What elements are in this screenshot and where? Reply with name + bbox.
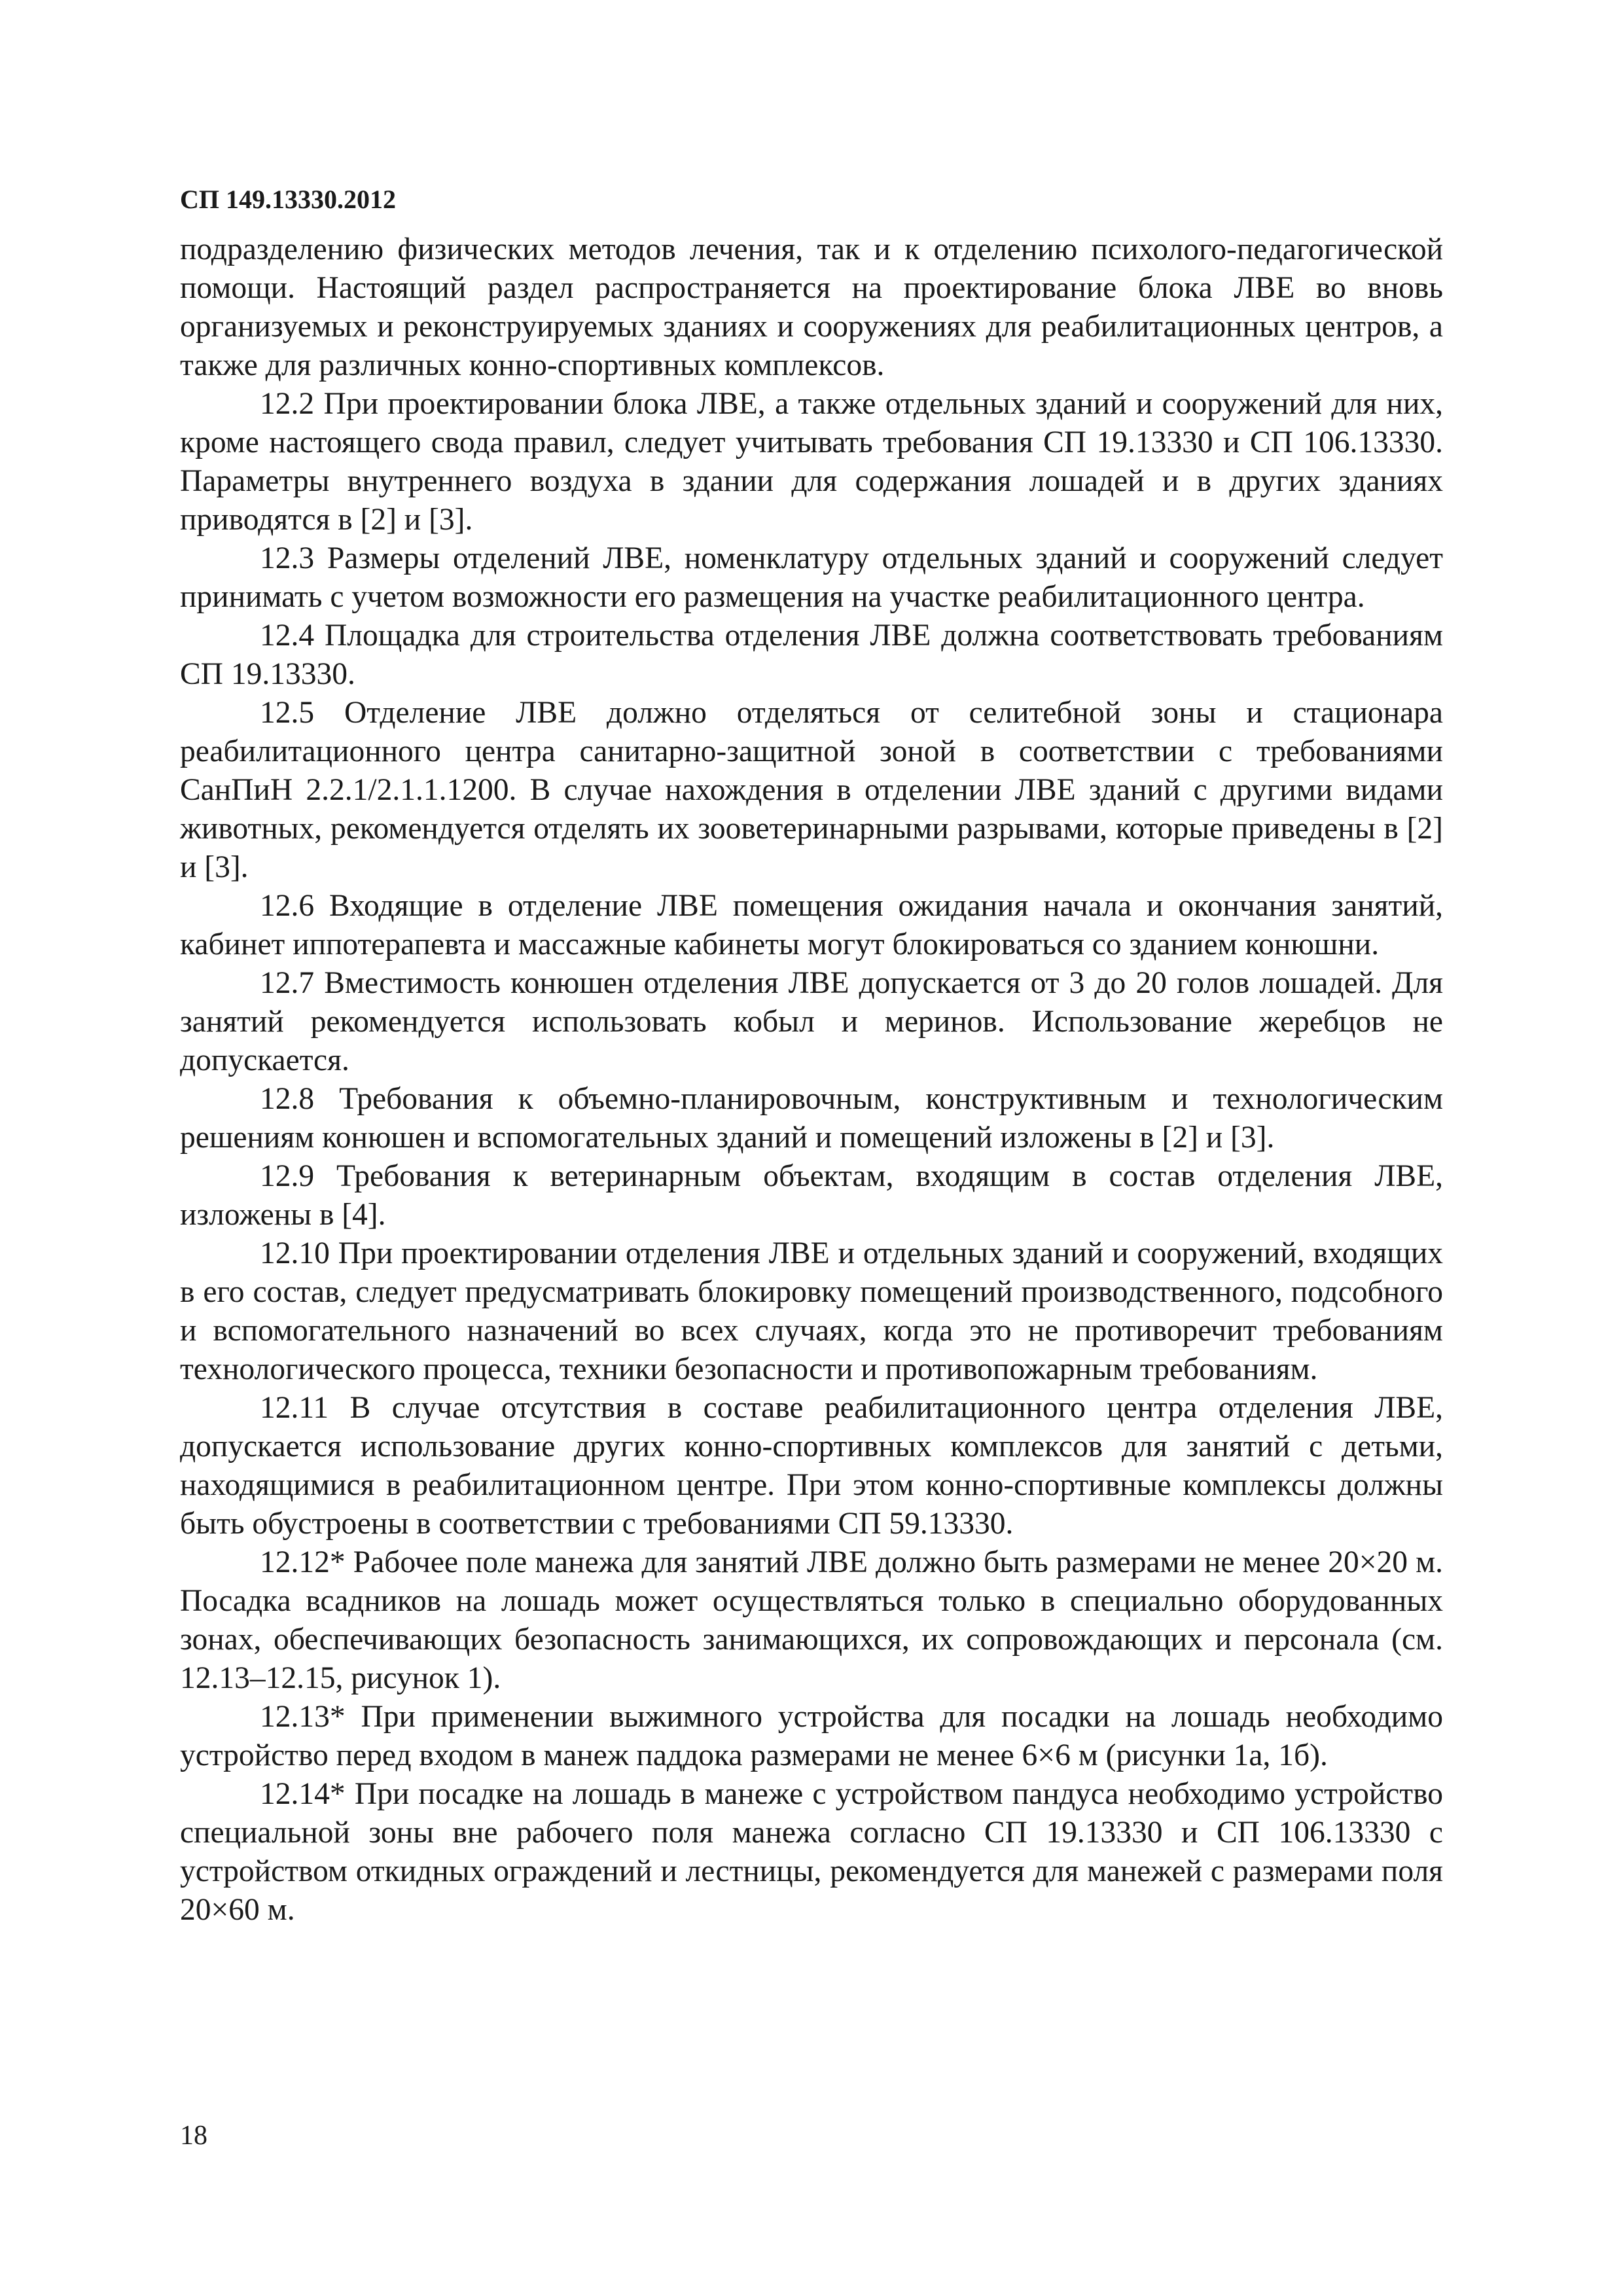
paragraph-12-13: 12.13* При применении выжимного устройства для посадки на лошадь необходимо устройство перед входом в манеж паддока размерами не менее 6×6 м (рисунки 1а, 1б). bbox=[180, 1700, 1443, 1772]
paragraph-12-10: 12.10 При проектировании отделения ЛВЕ и отдельных зданий и сооружений, входящих в его состав, следует предусматривать блокировку помещений производственного, подсобного и вспомогательного назначений во всех случаях, когда это не противоречит требованиям технологического процесса, техники безопасности и противопожарным требованиям. bbox=[180, 1236, 1443, 1386]
page-number: 18 bbox=[180, 2121, 207, 2151]
paragraph-12-3: 12.3 Размеры отделений ЛВЕ, номенклатуру отдельных зданий и сооружений следует принимать с учетом возможности его размещения на участке реабилитационного центра. bbox=[180, 541, 1443, 614]
paragraph-12-5: 12.5 Отделение ЛВЕ должно отделяться от селитебной зоны и стационара реабилитационного центра санитарно-защитной зоной в соответствии с требованиями СанПиН 2.2.1/2.1.1.1200. В случае нахождения в отделении ЛВЕ зданий с другими видами животных, рекомендуется отделять их зооветеринарными разрывами, которые приведены в [2] и [3]. bbox=[180, 696, 1443, 884]
paragraph-12-6: 12.6 Входящие в отделение ЛВЕ помещения ожидания начала и окончания занятий, кабинет иппотерапевта и массажные кабинеты могут блокироваться со зданием конюшни. bbox=[180, 889, 1443, 961]
paragraph-12-8: 12.8 Требования к объемно-планировочным, конструктивным и технологическим решениям конюшен и вспомогательных зданий и помещений изложены в [2] и [3]. bbox=[180, 1082, 1443, 1155]
document-code-header: СП 149.13330.2012 bbox=[180, 185, 396, 214]
document-page bbox=[180, 183, 1443, 1929]
paragraph-12-4: 12.4 Площадка для строительства отделения ЛВЕ должна соответствовать требованиям СП 19.13330. bbox=[180, 619, 1443, 691]
paragraph-12-12: 12.12* Рабочее поле манежа для занятий ЛВЕ должно быть размерами не менее 20×20 м. Посадка всадников на лошадь может осуществляться только в специально оборудованных зонах, обеспечивающих безопасность занимающихся, их сопровождающих и персонала (см. 12.13–12.15, рисунок 1). bbox=[180, 1545, 1443, 1695]
paragraph-12-7: 12.7 Вместимость конюшен отделения ЛВЕ допускается от 3 до 20 голов лошадей. Для занятий рекомендуется использовать кобыл и меринов. Использование жеребцов не допускается. bbox=[180, 966, 1443, 1077]
body-text bbox=[180, 230, 1443, 1929]
paragraph-12-2: 12.2 При проектировании блока ЛВЕ, а также отдельных зданий и сооружений для них, кроме настоящего свода правил, следует учитывать требования СП 19.13330 и СП 106.13330. Параметры внутреннего воздуха в здании для содержания лошадей и в других зданиях приводятся в [2] и [3]. bbox=[180, 387, 1443, 537]
paragraph-continuation: подразделению физических методов лечения, так и к отделению психолого-педагогической помощи. Настоящий раздел распространяется на проектирование блока ЛВЕ во вновь организуемых и реконструируемых зданиях и сооружениях для реабилитационных центров, а также для различных конно-спортивных комплексов. bbox=[180, 232, 1443, 382]
paragraph-12-9: 12.9 Требования к ветеринарным объектам, входящим в состав отделения ЛВЕ, изложены в [4]. bbox=[180, 1159, 1443, 1232]
paragraph-12-14: 12.14* При посадке на лошадь в манеже с устройством пандуса необходимо устройство специальной зоны вне рабочего поля манежа согласно СП 19.13330 и СП 106.13330 с устройством откидных ограждений и лестницы, рекомендуется для манежей с размерами поля 20×60 м. bbox=[180, 1777, 1443, 1927]
paragraph-12-11: 12.11 В случае отсутствия в составе реабилитационного центра отделения ЛВЕ, допускается использование других конно-спортивных комплексов для занятий с детьми, находящимися в реабилитационном центре. При этом конно-спортивные комплексы должны быть обустроены в соответствии с требованиями СП 59.13330. bbox=[180, 1391, 1443, 1541]
